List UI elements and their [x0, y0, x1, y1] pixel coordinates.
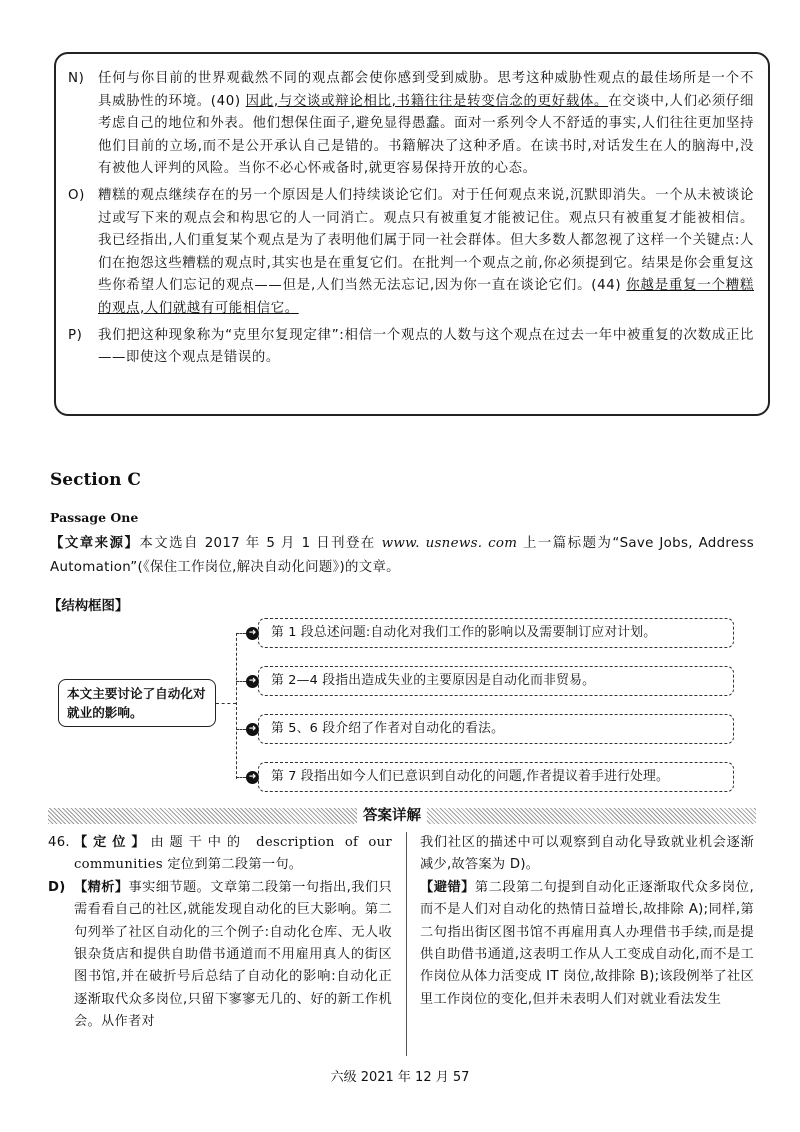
arrow-icon: ➜: [246, 675, 259, 688]
structure-main-box: 本文主要讨论了自动化对就业的影响。: [58, 679, 216, 727]
option-label: O): [68, 187, 85, 203]
source-text: 本文选自 2017 年 5 月 1 日刊登在: [139, 536, 382, 551]
question-46-locate: [48, 832, 392, 877]
option-text: 在交谈中,人们必须仔细考虑自己的地位和外表。他们想保住面子,避免显得愚蠢。面对一系列令人不舒适的事实,人们往往更加坚持他们目前的立场,而不是公开承认自己是错的。书籍解决了这种矛盾。在读书时,对话发生在人的脑海中,没有被他人评判的风险。当你不必心怀戒备时,就更容易保持开放的心态。: [98, 93, 755, 177]
question-46-analysis: [48, 877, 392, 1034]
structure-item: 第 5、6 段介绍了作者对自动化的看法。: [258, 714, 734, 744]
option-text: 糟糕的观点继续存在的另一个原因是人们持续谈论它们。对于任何观点来说,沉默即消失。一个从未被谈论过或写下来的观点会和构思它的人一同消亡。观点只有被重复才能被记住。观点只有被重复才能被相信。我已经指出,人们重复某个观点是为了表明他们属于同一社会群体。但大多数人都忽视了这样一个关键点:人们在抱怨这些糟糕的观点时,其实也是在重复它们。在批判一个观点之前,你必须提到它。结果是你会重复这些你希望人们忘记的观点——但是,人们当然无法忘记,因为你一直在谈论它们。(44): [98, 187, 754, 294]
underlined-sentence: 你越是重复一个糟糕的观点,人们就越有可能相信它。: [98, 278, 755, 316]
connector-vertical: [236, 633, 237, 779]
avoid-label: 【避错】: [420, 879, 475, 895]
underlined-sentence: 因此,与交谈或辩论相比,书籍往往是转变信念的更好载体。: [245, 93, 609, 109]
structure-item: 第 2—4 段指出造成失业的主要原因是自动化而非贸易。: [258, 666, 734, 696]
option-o: [68, 185, 754, 321]
page-footer: 六级 2021 年 12 月 57: [330, 1070, 470, 1085]
option-n: [68, 68, 754, 181]
avoid-text: 第二段第二句提到自动化正逐渐取代众多岗位,而不是人们对自动化的热情日益增长,故排除 A);同样,第二句指出街区图书馆不再雇用真人办理借书手续,而是提供自助借书通道,这表明工作从人工变成自动化,而不是工作岗位从体力活变成 IT 岗位,故排除 B);该段例举了社区里工作岗位的变化,但并未表明人们对就业看法发生: [420, 879, 754, 1007]
structure-title: 【结构框图】: [48, 599, 129, 614]
locate-text: 由题干中的 description of our communities 定位到第二段第一句。: [74, 835, 392, 873]
connector-line: [236, 729, 246, 730]
source-label: 【文章来源】: [50, 536, 140, 551]
arrow-icon: ➜: [246, 771, 259, 784]
analysis-label: 【精析】: [74, 879, 129, 895]
answer-heading: 答案详解: [357, 805, 427, 827]
column-divider: [406, 832, 407, 1056]
option-label: N): [68, 71, 85, 86]
article-source: [50, 532, 754, 580]
question-number: 46.: [48, 835, 70, 850]
arrow-icon: ➜: [246, 627, 259, 640]
locate-label: 【定位】: [74, 835, 151, 850]
option-text: 我们把这种现象称为“克里尔复现定律”:相信一个观点的人数与这个观点在过去一年中被重复的次数成正比——即使这个观点是错误的。: [98, 327, 754, 366]
structure-item: 第 7 段指出如今人们已意识到自动化的问题,作者提议着手进行处理。: [258, 762, 734, 792]
structure-item: 第 1 段总述问题:自动化对我们工作的影响以及需要制订应对计划。: [258, 618, 734, 648]
connector-line: [236, 633, 246, 634]
option-text: 任何与你目前的世界观截然不同的观点都会使你感到受到威胁。思考这种威胁性观点的最佳场所是一个不具威胁性的环境。(40): [98, 71, 754, 109]
analysis-text: 事实细节题。文章第二段第一句指出,我们只需看看自己的社区,就能发现自动化的巨大影响。第二句列举了社区自动化的三个例子:自动化仓库、无人收银杂货店和提供自助借书通道而不用雇用真人的街区图书馆,并在破折号后总结了自动化的影响:自动化正逐渐取代众多岗位,只留下寥寥无几的、好的新工作机会。从作者对: [74, 879, 392, 1030]
answer-letter: D): [48, 879, 66, 895]
option-label: P): [68, 327, 83, 343]
option-p: [68, 325, 754, 370]
section-title: Section C: [50, 470, 141, 490]
source-site: www. usnews. com: [381, 536, 518, 551]
analysis-continued: 我们社区的描述中可以观察到自动化导致就业机会逐渐减少,故答案为 D)。: [420, 835, 754, 873]
answer-left-column: [48, 832, 392, 1034]
passage-options-box: [54, 52, 770, 416]
source-text: 上一篇标题为“Save Jobs, Address Automation”(《保住工作岗位,解决自动化问题》)的文章。: [50, 536, 754, 575]
connector-line: [236, 777, 246, 778]
passage-title: Passage One: [50, 510, 139, 525]
answer-right-column: [420, 832, 754, 1011]
arrow-icon: ➜: [246, 723, 259, 736]
connector-line: [216, 703, 236, 704]
connector-line: [236, 681, 246, 682]
